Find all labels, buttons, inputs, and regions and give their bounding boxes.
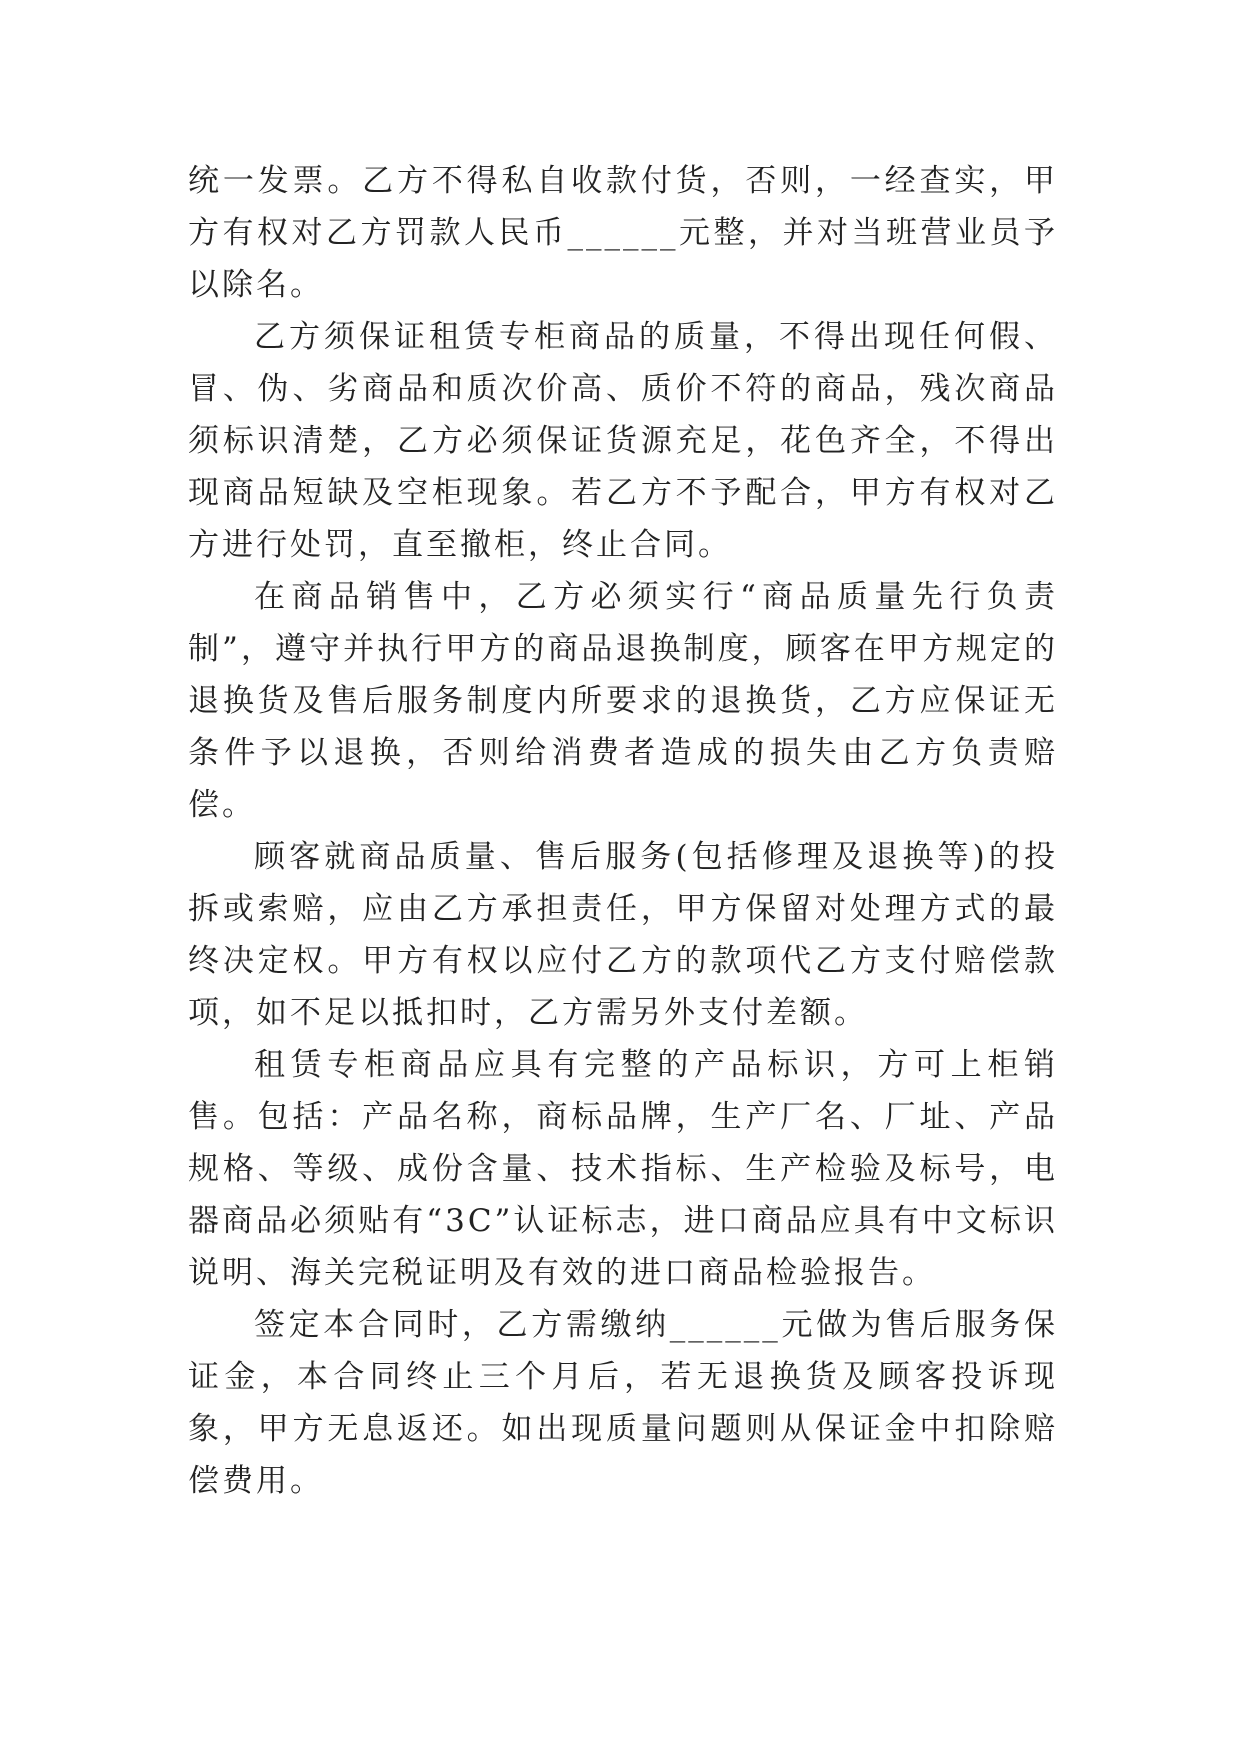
contract-body — [188, 155, 1058, 1507]
paragraph-deposit: 签定本合同时，乙方需缴纳______元做为售后服务保证金，本合同终止三个月后，若无退换货及顾客投诉现象，甲方无息返还。如出现质量问题则从保证金中扣除赔偿费用。 — [188, 1307, 1058, 1499]
paragraph-complaint-handling: 顾客就商品质量、售后服务(包括修理及退换等)的投拆或索赔，应由乙方承担责任，甲方保留对处理方式的最终决定权。甲方有权以应付乙方的款项代乙方支付赔偿款项，如不足以抵扣时，乙方需另外支付差额。 — [188, 839, 1058, 1031]
paragraph-product-labeling: 租赁专柜商品应具有完整的产品标识，方可上柜销售。包括：产品名称，商标品牌，生产厂名、厂址、产品规格、等级、成份含量、技术指标、生产检验及标号，电器商品必须贴有“3C”认证标志，进口商品应具有中文标识说明、海关完税证明及有效的进口商品检验报告。 — [188, 1047, 1058, 1291]
paragraph-invoice-clause: 统一发票。乙方不得私自收款付货，否则，一经查实，甲方有权对乙方罚款人民币______元整，并对当班营业员予以除名。 — [188, 163, 1058, 303]
paragraph-quality-guarantee: 乙方须保证租赁专柜商品的质量，不得出现任何假、冒、伪、劣商品和质次价高、质价不符的商品，残次商品须标识清楚，乙方必须保证货源充足，花色齐全，不得出现商品短缺及空柜现象。若乙方不予配合，甲方有权对乙方进行处罚，直至撤柜，终止合同。 — [188, 319, 1058, 563]
paragraph-return-policy: 在商品销售中，乙方必须实行“商品质量先行负责制”，遵守并执行甲方的商品退换制度，顾客在甲方规定的退换货及售后服务制度内所要求的退换货，乙方应保证无条件予以退换，否则给消费者造成的损失由乙方负责赔偿。 — [188, 579, 1058, 823]
